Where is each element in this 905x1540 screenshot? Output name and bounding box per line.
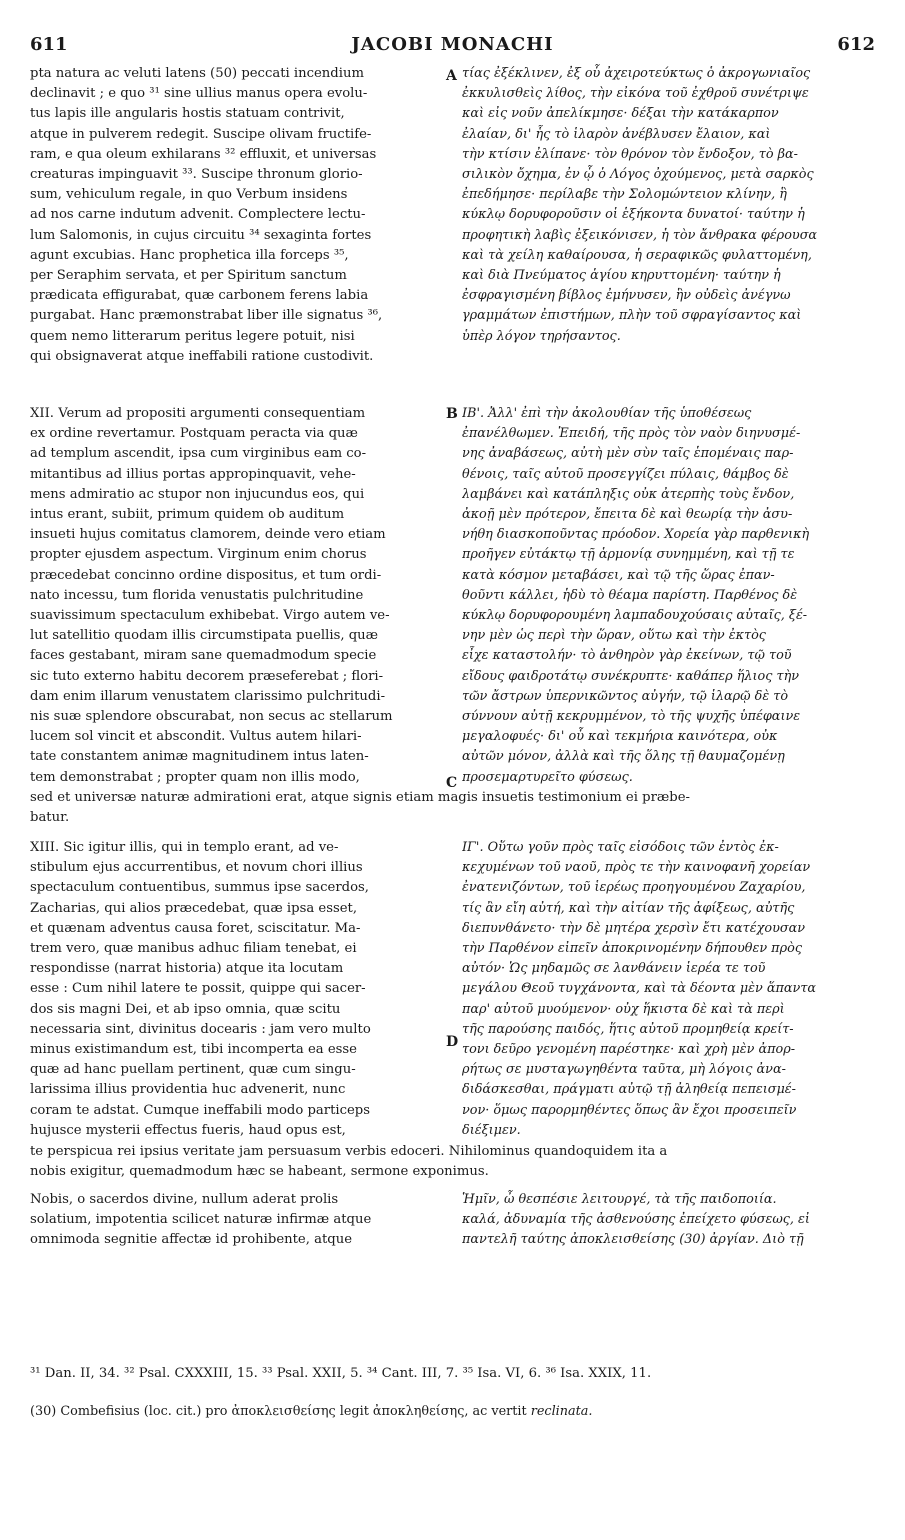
text-line: nis suæ splendore obscurabat, non secus ac stellarum	[30, 709, 393, 725]
text-line: te perspicua rei ipsius veritate jam persuasum verbis edoceri. Nihilominus quandoquidem ita a	[30, 1144, 668, 1159]
text-line: νήθη διασκοποῦντας πρόοδον. Χορεία γὰρ παρθενικὴ	[462, 527, 810, 543]
text-line: pta natura ac veluti latens (50) peccati incendium	[30, 66, 364, 81]
text-line: lum Salomonis, in cujus circuitu ³⁴ sexaginta fortes	[30, 227, 372, 243]
text-line: ἐσφραγισμένη βίβλος ἐμήνυσεν, ἣν οὐδεὶς ἀνέγνω	[462, 288, 791, 304]
text-line: ad nos carne indutum advenit. Complectere lectu-	[30, 207, 366, 223]
text-line: καὶ εἰς νοῦν ἀπελίκμησε· δέξαι τὴν κατάκαρπον	[462, 106, 779, 122]
text-line: τονι δεῦρο γενομένη παρέστηκε· καὶ χρὴ μὲν ἀπορ-	[462, 1042, 796, 1058]
text-line: sum, vehiculum regale, in quo Verbum insidens	[30, 187, 348, 203]
text-line: omnimoda segnitie affectæ id prohibente, atque	[30, 1232, 353, 1248]
latin-column-block-2	[30, 404, 442, 788]
text-line: lucem sol vincit et abscondit. Vultus autem hilari-	[30, 729, 362, 745]
full-width-text-1	[30, 788, 872, 828]
text-line: νην μὲν ὡς περὶ τὴν ὥραν, οὕτω καὶ τὴν ἐκτὸς	[462, 628, 766, 644]
text-line: mens admiratio ac stupor non injucundus eos, qui	[30, 486, 365, 502]
scripture-footnotes: ³¹ Dan. II, 34. ³² Psal. CXXXIII, 15. ³³ Psal. XXII, 5. ³⁴ Cant. III, 7. ³⁵ Isa. VI, 6. ³⁶ Isa. XXIX, 11.	[30, 1366, 652, 1381]
running-header	[30, 34, 875, 58]
text-line: dos sis magni Dei, et ab ipso omnia, quæ scitu	[30, 1001, 341, 1017]
running-title: JACOBI MONACHI	[351, 34, 554, 55]
text-line: ΙΒ'. Ἀλλ' ἐπὶ τὴν ἀκολουθίαν τῆς ὑποθέσεως	[462, 406, 752, 421]
text-line: ἐκκυλισθεὶς λίθος, τὴν εἰκόνα τοῦ ἐχθροῦ συνέτριψε	[462, 86, 809, 102]
text-line: τὴν κτίσιν ἐλίπανε· τὸν θρόνον τὸν ἔνδοξον, τὸ βα-	[462, 146, 798, 162]
text-line: αὐτόν· Ὡς μηδαμῶς σε λανθάνειν ἱερέα τε τοῦ	[462, 961, 766, 977]
text-line: τίς ἂν εἴη αὐτή, καὶ τὴν αἰτίαν τῆς ἀφίξεως, αὐτῆς	[462, 900, 795, 916]
text-line: ἐνατενιζόντων, τοῦ ἱερέως προηγουμένου Ζαχαρίου,	[462, 880, 806, 896]
text-line: atque in pulverem redegit. Suscipe olivam fructife-	[30, 126, 372, 142]
left-page-number: 611	[30, 34, 68, 55]
text-line: κατὰ κόσμον μεταβάσει, καὶ τῷ τῆς ὥρας ἐπαν-	[462, 567, 775, 583]
text-line: purgabat. Hanc præmonstrabat liber ille signatus ³⁶,	[30, 308, 383, 324]
text-line: mitantibus ad illius portas appropinquavit, vehe-	[30, 466, 356, 482]
text-line: creaturas impinguavit ³³. Suscipe thronum glorio-	[30, 167, 363, 183]
text-line: sic tuto externo habitu decorem præseferebat ; flori-	[30, 668, 384, 684]
text-line: tate constantem animæ magnitudinem intus laten-	[30, 749, 369, 765]
text-line: Zacharias, qui alios præcedebat, quæ ipsa esset,	[30, 900, 358, 916]
text-line: ex ordine revertamur. Postquam peracta via quæ	[30, 426, 358, 442]
text-line: declinavit ; e quo ³¹ sine ullius manus opera evolu-	[30, 86, 368, 102]
text-line: σιλικὸν ὄχημα, ἐν ᾧ ὁ Λόγος ὀχούμενος, μετὰ σαρκὸς	[462, 167, 814, 183]
text-line: τῶν ἄστρων ὑπερνικῶντος αὐγήν, τῷ ἱλαρῷ δὲ τὸ	[462, 688, 789, 704]
right-page-number: 612	[837, 34, 875, 55]
latin-column-block-3	[30, 838, 442, 1141]
text-line: καὶ διὰ Πνεύματος ἁγίου κηρυττομένη· ταύτην ἡ	[462, 268, 781, 284]
text-line: κύκλῳ δορυφορουμένη λαμπαδουχούσαις αὐταῖς, ξέ-	[462, 608, 808, 624]
greek-column-block-4	[462, 1190, 872, 1251]
text-line: præcedebat concinno ordine dispositus, et tum ordi-	[30, 567, 382, 583]
variant-reading-note	[30, 1404, 872, 1419]
text-line: sed et universæ naturæ admirationi erat, atque signis etiam magis insuetis testimonium ei præbe-	[30, 790, 690, 805]
text-line: μεγαλοφυές· δι' οὗ καὶ τεκμήρια καινότερα, οὐκ	[462, 729, 778, 745]
text-line: διδάσκεσθαι, πράγματι αὐτῷ τῇ ἀληθείᾳ πεπεισμέ-	[462, 1082, 796, 1098]
section-marker-d: D	[446, 1034, 459, 1050]
text-line: hujusce mysterii effectus fueris, haud opus est,	[30, 1122, 346, 1138]
text-line: παντελῆ ταύτης ἀποκλεισθείσης (30) ἀργίαν. Διὸ τῇ	[462, 1232, 804, 1248]
text-line: ἐλαίαν, δι' ἧς τὸ ἱλαρὸν ἀνέβλυσεν ἔλαιον, καὶ	[462, 126, 771, 142]
text-line: necessaria sint, divinitus docearis : jam vero multo	[30, 1021, 371, 1037]
text-line: τίας ἐξέκλινεν, ἐξ οὗ ἀχειροτεύκτως ὁ ἀκρογωνιαῖος	[462, 66, 811, 81]
text-line: νον· ὅμως παρορμηθέντες ὅπως ἂν ἔχοι προσειπεῖν	[462, 1102, 797, 1118]
text-line: solatium, impotentia scilicet naturæ infirmæ atque	[30, 1212, 372, 1228]
text-line: minus existimandum est, tibi incomperta ea esse	[30, 1042, 357, 1058]
text-line: διεπυνθάνετο· τὴν δὲ μητέρα χερσὶν ἔτι κατέχουσαν	[462, 920, 806, 936]
text-line: intus erant, subiit, primum quidem ob auditum	[30, 507, 345, 523]
greek-column-block-1	[462, 64, 872, 347]
full-width-text-2	[30, 1142, 872, 1182]
text-line: τῆς παρούσης παιδός, ἥτις αὐτοῦ προμηθείᾳ κρείτ-	[462, 1021, 794, 1037]
text-line: XIII. Sic igitur illis, qui in templo erant, ad ve-	[30, 840, 339, 855]
text-line: διέξιμεν.	[462, 1122, 521, 1138]
variant-note-italic: reclinata.	[530, 1404, 593, 1419]
text-line: quem nemo litterarum peritus legere potuit, nisi	[30, 328, 355, 344]
text-line: per Seraphim servata, et per Spiritum sanctum	[30, 268, 347, 284]
text-line: καὶ τὰ χείλη καθαίρουσα, ἡ σεραφικῶς φυλαττομένη,	[462, 247, 812, 263]
text-line: Ἡμῖν, ὦ θεσπέσιε λειτουργέ, τὰ τῆς παιδοποιία.	[462, 1192, 777, 1207]
text-line: αὐτῶν μόνον, ἀλλὰ καὶ τῆς ὅλης τῇ θαυμαζομένῃ	[462, 749, 785, 765]
text-line: XII. Verum ad propositi argumenti consequentiam	[30, 406, 366, 421]
greek-column-block-2	[462, 404, 872, 788]
text-line: spectaculum contuentibus, summus ipse sacerdos,	[30, 880, 369, 896]
text-line: ἐπεδήμησε· περίλαβε τὴν Σολομώντειον κλίνην, ἣ	[462, 187, 787, 203]
text-line: agunt excubias. Hanc prophetica illa forceps ³⁵,	[30, 247, 349, 263]
text-line: λαμβάνει καὶ κατάπληξις οὐκ ἀτερπὴς τοὺς ἔνδον,	[462, 486, 795, 502]
text-line: suavissimum spectaculum exhibebat. Virgo autem ve-	[30, 608, 390, 624]
text-line: ὑπὲρ λόγον τηρήσαντος.	[462, 328, 621, 344]
text-line: θένοις, ταῖς αὐτοῦ προσεγγίζει πύλαις, θάμβος δὲ	[462, 466, 789, 482]
text-line: ἀκοῇ μὲν πρότερον, ἔπειτα δὲ καὶ θεωρίᾳ τὴν ἀσυ-	[462, 507, 793, 523]
text-line: nato incessu, tum florida venustatis pulchritudine	[30, 587, 364, 603]
text-line: esse : Cum nihil latere te possit, quippe qui sacer-	[30, 981, 366, 997]
latin-column-block-4	[30, 1190, 442, 1251]
text-line: lut satellitio quodam illis circumstipata puellis, quæ	[30, 628, 379, 644]
text-line: ἐπανέλθωμεν. Ἐπειδή, τῆς πρὸς τὸν ναὸν διηνυσμέ-	[462, 426, 801, 442]
text-line: εἴδους φαιδροτάτῳ συνέκρυπτε· καθάπερ ἥλιος τὴν	[462, 668, 800, 684]
text-line: tem demonstrabat ; propter quam non illis modo,	[30, 769, 360, 785]
text-line: nobis exigitur, quemadmodum hæc se habeant, sermone exponimus.	[30, 1164, 489, 1180]
section-marker-b: B	[446, 406, 458, 422]
text-line: tus lapis ille angularis hostis statuam contrivit,	[30, 106, 345, 122]
text-line: προφητικὴ λαβὶς ἐξεικόνισεν, ἡ τὸν ἄνθρακα φέρουσα	[462, 227, 818, 243]
text-line: et quænam adventus causa foret, sciscitatur. Ma-	[30, 920, 361, 936]
text-line: stibulum ejus accurrentibus, et novum chori illius	[30, 860, 363, 876]
text-line: προσεμαρτυρεῖτο φύσεως.	[462, 769, 633, 785]
text-line: Nobis, o sacerdos divine, nullum aderat prolis	[30, 1192, 339, 1207]
text-line: faces gestabant, miram sane quemadmodum specie	[30, 648, 377, 664]
text-line: coram te adstat. Cumque ineffabili modo particeps	[30, 1102, 370, 1118]
text-line: dam enim illarum venustatem clarissimo pulchritudi-	[30, 688, 386, 704]
variant-note-text: (30) Combefisius (loc. cit.) pro ἀποκλεισθείσης legit ἀποκληθείσης, ac vertit	[30, 1404, 527, 1419]
text-line: παρ' αὐτοῦ μυούμενον· οὐχ ἥκιστα δὲ καὶ τὰ περὶ	[462, 1001, 785, 1017]
text-line: quæ ad hanc puellam pertinent, quæ cum singu-	[30, 1062, 356, 1078]
text-line: σύννουν αὐτῇ κεκρυμμένον, τὸ τῆς ψυχῆς ὑπέφαινε	[462, 709, 801, 725]
text-line: prædicata effigurabat, quæ carbonem ferens labia	[30, 288, 369, 304]
text-line: ad templum ascendit, ipsa cum virginibus eam co-	[30, 446, 367, 462]
text-line: κύκλῳ δορυφοροῦσιν οἱ ἑξήκοντα δυνατοί· ταύτην ἡ	[462, 207, 805, 223]
text-line: larissima illius providentia huc advenerit, nunc	[30, 1082, 346, 1098]
text-line: νης ἀναβάσεως, αὐτὴ μὲν σὺν ταῖς ἑπομέναις παρ-	[462, 446, 794, 462]
text-line: κεχυμένων τοῦ ναοῦ, πρὸς τε τὴν καινοφανῆ χορείαν	[462, 860, 811, 876]
text-line: trem vero, quæ manibus adhuc filiam tenebat, ei	[30, 941, 357, 957]
text-line: ρήτως σε μυσταγωγηθέντα ταῦτα, μὴ λόγοις ἀνα-	[462, 1062, 786, 1078]
text-line: μεγάλου Θεοῦ τυγχάνοντα, καὶ τὰ δέοντα μὲν ἅπαντα	[462, 981, 817, 997]
text-line: τὴν Παρθένον εἰπεῖν ἀποκρινομένην δήπουθεν πρὸς	[462, 941, 802, 957]
text-line: qui obsignaverat atque ineffabili ratione custodivit.	[30, 348, 374, 364]
section-marker-a: A	[446, 68, 457, 84]
text-line: καλά, ἀδυναμία τῆς ἀσθενούσης ἐπείχετο φύσεως, εἰ	[462, 1212, 810, 1228]
text-line: θοῦντι κάλλει, ἡδὺ τὸ θέαμα παρίστη. Παρθένος δὲ	[462, 587, 798, 603]
latin-column-block-1	[30, 64, 442, 367]
text-line: ram, e qua oleum exhilarans ³² effluxit, et universas	[30, 146, 377, 162]
text-line: insueti hujus comitatus clamorem, deinde vero etiam	[30, 527, 386, 543]
text-line: ΙΓ'. Οὕτω γοῦν πρὸς ταῖς εἰσόδοις τῶν ἐντὸς ἐκ-	[462, 840, 779, 855]
text-line: γραμμάτων ἐπιστήμων, πλὴν τοῦ σφραγίσαντος καὶ	[462, 308, 802, 324]
greek-column-block-3	[462, 838, 872, 1141]
section-marker-c: C	[446, 775, 458, 791]
text-line: batur.	[30, 810, 70, 826]
text-line: respondisse (narrat historia) atque ita locutam	[30, 961, 344, 977]
text-line: εἶχε καταστολήν· τὸ ἀνθηρὸν γὰρ ἐκείνων, τῷ τοῦ	[462, 648, 792, 664]
text-line: propter ejusdem aspectum. Virginum enim chorus	[30, 547, 367, 563]
text-line: προῆγεν εὐτάκτῳ τῇ ἁρμονίᾳ συνημμένη, καὶ τῇ τε	[462, 547, 795, 563]
